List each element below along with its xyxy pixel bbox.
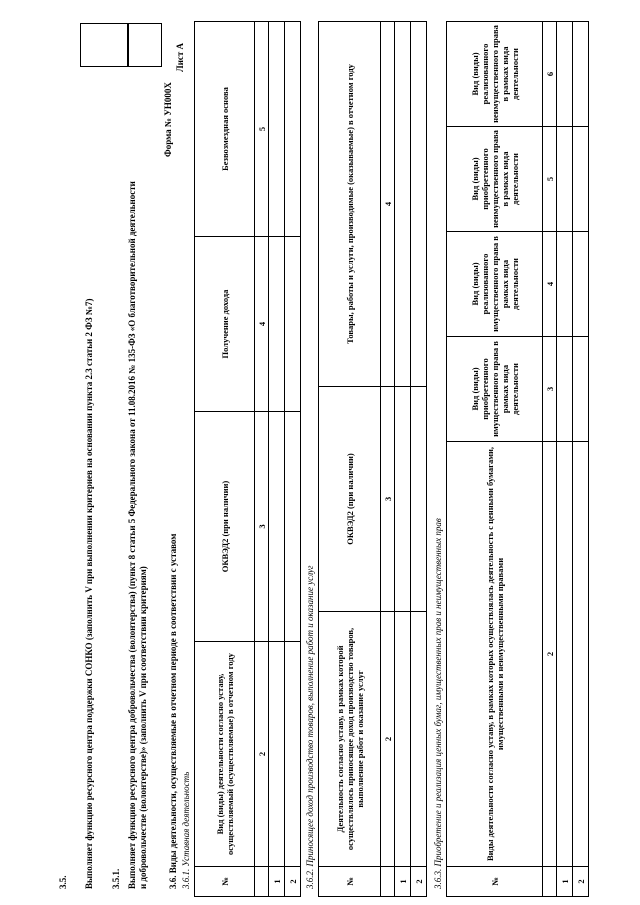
table-3-6-1 (194, 21, 301, 897)
table-header-cell: Получение дохода (195, 237, 255, 412)
form-number-label: Форма № УН000Х (163, 82, 173, 157)
table-cell[interactable] (411, 612, 427, 867)
section-3-5-1-line1: Выполняет функцию ресурсного центра добровольчества (волонтерства) (пункт 8 статьи 5 Федерального закона от 11.08.2016 № 135-ФЗ «О благотворительной деятельности (127, 181, 137, 889)
table-header-cell: Товары, работы и услуги, производимые (оказываемые) в отчетном году (319, 22, 381, 387)
section-3-5-1-line2: и добровольчестве (волонтерстве)» (заполнить V при соответствии критериям) (138, 566, 148, 889)
table-cell[interactable] (573, 22, 589, 127)
column-number-cell (543, 867, 557, 897)
column-number-cell: 4 (381, 22, 395, 387)
table-header-cell: Вид (виды) приобретенного имущественного права в рамках вида деятельности (447, 337, 543, 442)
table-3-6-2 (318, 21, 427, 897)
table-cell[interactable] (269, 22, 285, 237)
table-header-cell: Вид (виды) деятельности согласно уставу, осуществляемый (осуществляемые) в отчетном году (195, 642, 255, 867)
row-number-cell: 2 (285, 867, 301, 897)
table-cell[interactable] (269, 412, 285, 642)
table-header-cell: ОКВЭД2 (при наличии) (195, 412, 255, 642)
table-cell[interactable] (411, 387, 427, 612)
table-cell[interactable] (557, 127, 573, 232)
table-cell[interactable] (395, 387, 411, 612)
table-cell[interactable] (573, 337, 589, 442)
column-number-cell: 3 (543, 337, 557, 442)
table-3-6-1-caption: 3.6.1. Уставная деятельность (181, 771, 191, 889)
column-number-cell: 2 (255, 642, 269, 867)
section-3-5-checkbox[interactable] (80, 23, 128, 67)
table-3-6-2-caption: 3.6.2. Приносящее доход производство товаров, выполнение работ и оказание услуг (305, 565, 315, 889)
table-cell[interactable] (269, 237, 285, 412)
table-cell[interactable] (557, 232, 573, 337)
column-number-cell: 5 (255, 22, 269, 237)
row-number-cell: 2 (411, 867, 427, 897)
row-number-cell: 1 (395, 867, 411, 897)
column-number-cell: 5 (543, 127, 557, 232)
section-3-5-number: 3.5. (58, 875, 68, 889)
table-cell[interactable] (395, 22, 411, 387)
sheet-label: Лист А (175, 42, 185, 72)
row-number-cell: 1 (557, 867, 573, 897)
row-number-cell: 2 (573, 867, 589, 897)
section-3-5-text: Выполняет функцию ресурсного центра поддержки СОНКО (заполнить V при выполнении критериев на основании пункта 2.3 статьи 2 ФЗ №7) (84, 298, 94, 889)
table-cell[interactable] (557, 337, 573, 442)
table-row (285, 22, 301, 897)
table-header-cell: Виды деятельности согласно уставу, в рамках которых осуществлялась деятельность с ценными бумагами, имущественными и неимущественными правами (447, 442, 543, 867)
table-row (269, 22, 285, 897)
column-number-cell: 2 (543, 442, 557, 867)
table-header-cell: № (319, 867, 381, 897)
table-row (557, 22, 573, 897)
table-cell[interactable] (557, 442, 573, 867)
table-cell[interactable] (411, 22, 427, 387)
table-header-cell: № (195, 867, 255, 897)
table-header-cell: Деятельность согласно уставу, в рамках которой осуществлялось приносящее доход производство товаров, выполнение работ и оказание услуг (319, 612, 381, 867)
column-number-cell (381, 867, 395, 897)
table-cell[interactable] (269, 642, 285, 867)
table-cell[interactable] (573, 232, 589, 337)
table-header-cell: № (447, 867, 543, 897)
table-cell[interactable] (557, 22, 573, 127)
table-header-cell: Вид (виды) приобретенного неимущественного права в рамках вида деятельности (447, 127, 543, 232)
column-number-cell: 4 (255, 237, 269, 412)
table-header-cell: ОКВЭД2 (при наличии) (319, 387, 381, 612)
column-number-cell: 2 (381, 612, 395, 867)
table-header-cell: Вид (виды) реализованного неимущественного права в рамках вида деятельности (447, 22, 543, 127)
table-3-6-3 (446, 21, 589, 897)
table-row (411, 22, 427, 897)
table-3-6-3-caption: 3.6.3. Приобретение и реализация ценных бумаг, имущественных прав и неимущественных прав (433, 518, 443, 889)
column-number-cell: 4 (543, 232, 557, 337)
section-3-6-title: 3.6. Виды деятельности, осуществляемые в отчетном периоде в соответствии с уставом (168, 533, 178, 889)
table-cell[interactable] (285, 22, 301, 237)
row-number-cell: 1 (269, 867, 285, 897)
column-number-cell: 6 (543, 22, 557, 127)
table-row (395, 22, 411, 897)
table-cell[interactable] (285, 642, 301, 867)
column-number-cell: 3 (255, 412, 269, 642)
table-row (573, 22, 589, 897)
table-header-cell: Безвозмездная основа (195, 22, 255, 237)
table-cell[interactable] (395, 612, 411, 867)
column-number-cell: 3 (381, 387, 395, 612)
table-header-cell: Вид (виды) реализованного имущественного права в рамках вида деятельности (447, 232, 543, 337)
table-cell[interactable] (573, 127, 589, 232)
table-cell[interactable] (573, 442, 589, 867)
section-3-5-1-number: 3.5.1. (111, 868, 121, 889)
column-number-cell (255, 867, 269, 897)
table-cell[interactable] (285, 237, 301, 412)
table-cell[interactable] (285, 412, 301, 642)
section-3-5-1-checkbox[interactable] (128, 23, 162, 67)
